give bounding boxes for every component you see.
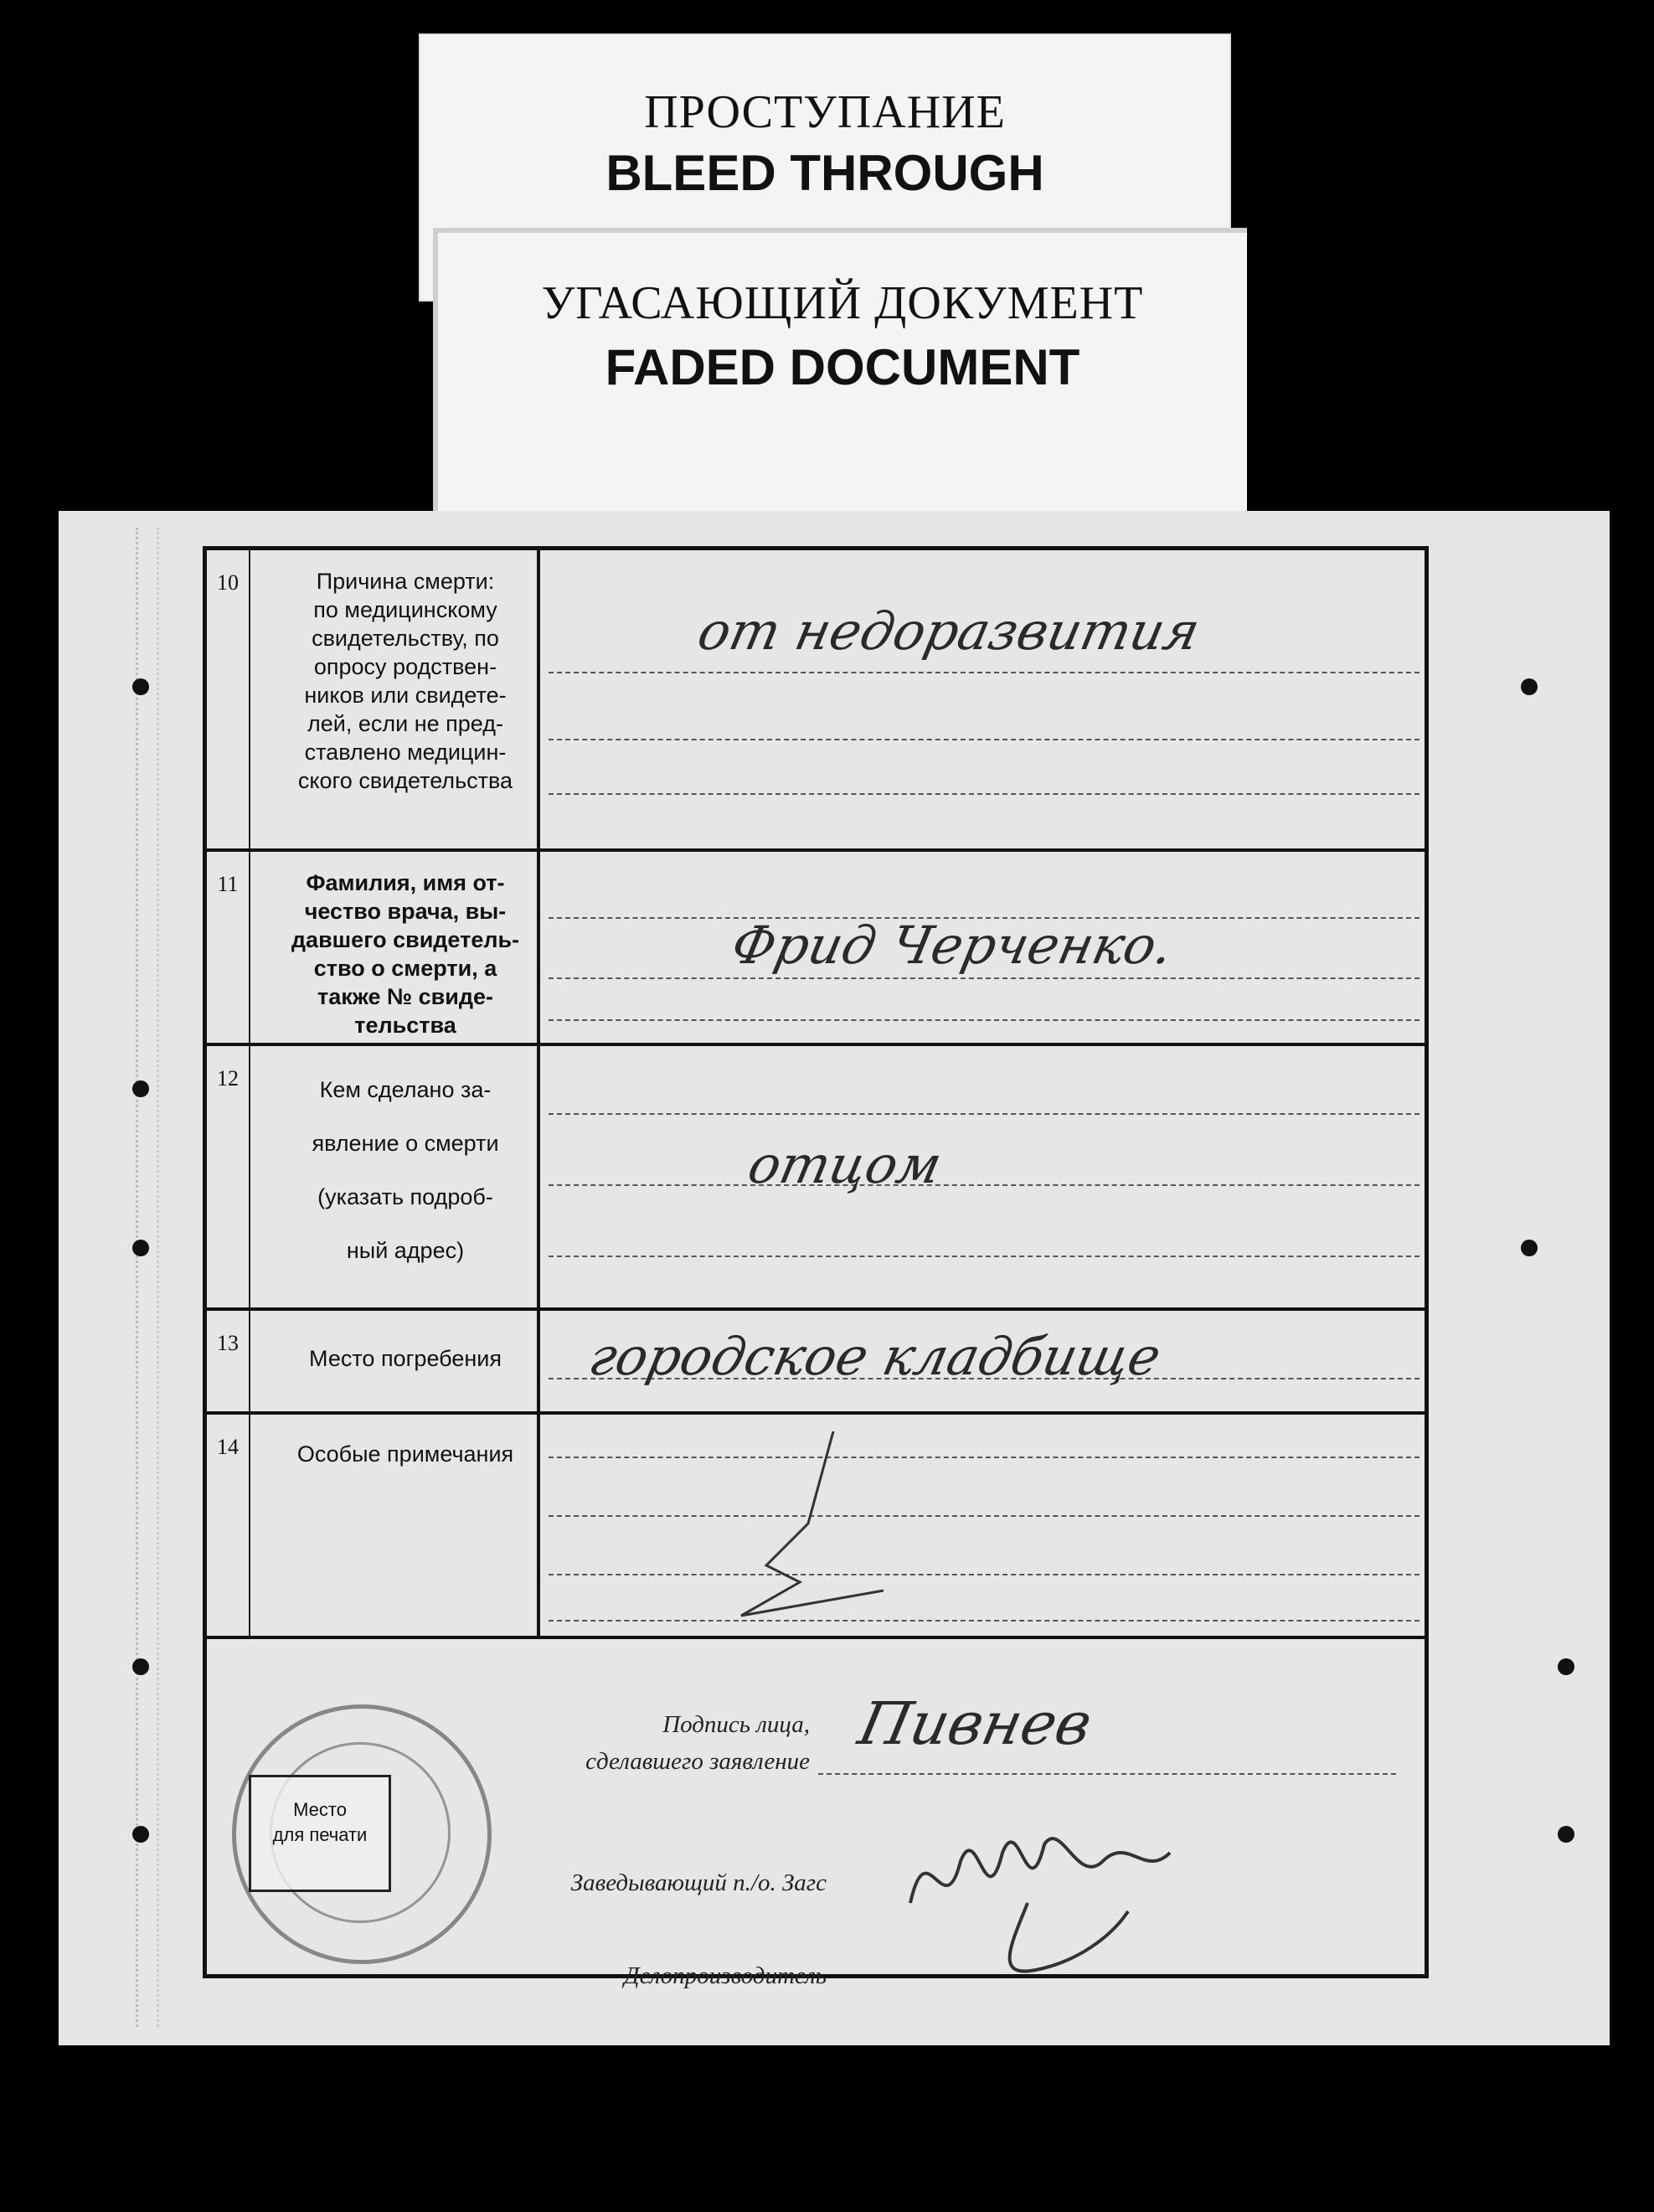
faded-document-en: FADED DOCUMENT xyxy=(605,339,1080,395)
declarant-label: Кем сделано за- явление о смерти (указать подроб- ный адрес) xyxy=(250,1046,540,1307)
perforation xyxy=(136,528,159,2027)
row-number: 10 xyxy=(207,550,250,848)
punch-hole xyxy=(132,1826,149,1843)
declarant-signature-line xyxy=(818,1773,1396,1775)
special-notes-field xyxy=(540,1415,1425,1636)
faded-document-ru: УГАСАЮЩИЙ ДОКУМЕНТ xyxy=(541,277,1144,329)
punch-hole xyxy=(132,1240,149,1256)
cause-of-death-label: Причина смерти: по медицинскому свидетельству, по опросу родствен- ников или свидете- лей, если не пред- ставлено медицин- ского свидетельства xyxy=(250,550,540,848)
form-row-14 xyxy=(207,1415,1425,1639)
form-row-10 xyxy=(207,550,1425,852)
death-record-form xyxy=(203,546,1429,1989)
punch-hole xyxy=(1558,1658,1574,1675)
bleed-through-en: BLEED THROUGH xyxy=(605,145,1044,201)
row-number: 11 xyxy=(207,852,250,1043)
document-sheet xyxy=(59,511,1610,2045)
declarant-field xyxy=(540,1046,1425,1307)
head-signature-mark xyxy=(894,1811,1195,1987)
form-row-13 xyxy=(207,1311,1425,1415)
declarant-signature: Пивнев xyxy=(853,1689,1098,1758)
punch-hole xyxy=(1558,1826,1574,1843)
form-row-12 xyxy=(207,1046,1425,1311)
clerk-signature-label: Делопроизводитель xyxy=(624,1962,827,1989)
declarant-signature-label: Подпись лица, сделавшего заявление xyxy=(585,1711,810,1775)
burial-place-value: городское кладбище xyxy=(584,1326,1167,1387)
declarant-value: отцом xyxy=(743,1134,947,1195)
row-number: 14 xyxy=(207,1415,250,1636)
burial-place-field xyxy=(540,1311,1425,1411)
row-number: 13 xyxy=(207,1311,250,1411)
doctor-name-label: Фамилия, имя от- чество врача, вы- давшего свидетель- ство о смерти, а также № свиде- тельства xyxy=(250,852,540,1043)
cause-of-death-value: от недоразвития xyxy=(693,601,1206,662)
seal-place-box: Место для печати xyxy=(249,1775,391,1892)
punch-hole xyxy=(132,1658,149,1675)
cause-of-death-field xyxy=(540,550,1425,848)
signature-section xyxy=(207,1639,1425,1989)
punch-hole xyxy=(132,1080,149,1097)
faded-document-card xyxy=(433,228,1247,513)
head-signature-label: Заведывающий п./о. Загс xyxy=(570,1869,827,1896)
doctor-name-value: Фрид Черченко. xyxy=(726,915,1179,976)
doctor-name-field xyxy=(540,852,1425,1043)
strike-mark xyxy=(708,1423,959,1624)
punch-hole xyxy=(1521,1240,1538,1256)
bleed-through-ru: ПРОСТУПАНИЕ xyxy=(644,86,1006,138)
burial-place-label: Место погребения xyxy=(250,1311,540,1411)
punch-hole xyxy=(132,678,149,695)
row-number: 12 xyxy=(207,1046,250,1307)
form-row-11 xyxy=(207,852,1425,1046)
punch-hole xyxy=(1521,678,1538,695)
special-notes-label: Особые примечания xyxy=(250,1415,540,1636)
